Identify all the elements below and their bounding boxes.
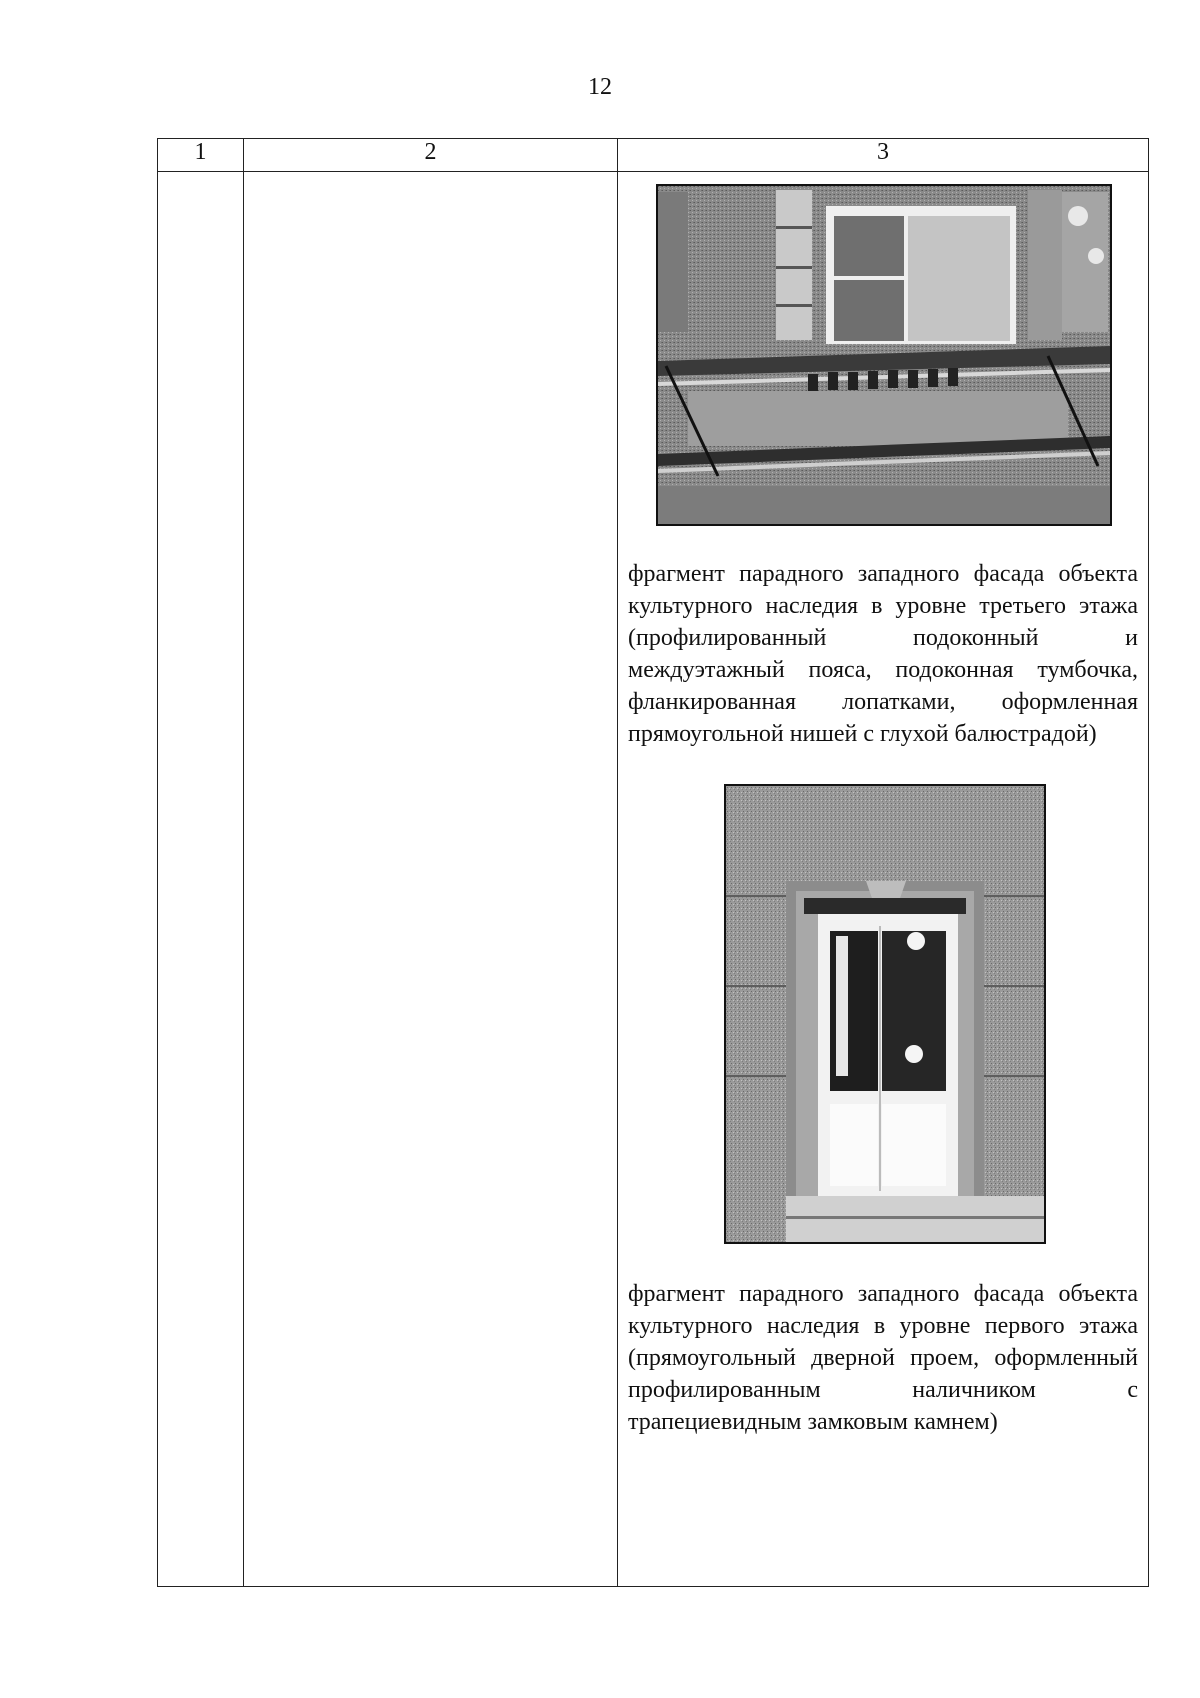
document-table (157, 138, 1149, 1587)
cell-col1 (158, 172, 244, 1587)
cell-col3 (618, 172, 1149, 1587)
header-cell-2: 2 (244, 139, 618, 172)
page-number: 12 (588, 74, 612, 100)
header-cell-1: 1 (158, 139, 244, 172)
photo-caption: фрагмент парадного западного фасада объекта культурного наследия в уровне третьего этажа (профилированный подоконный и междуэтажный пояса, подоконная тумбочка, фланкированная лопатками, оформленная прямоугольной нишей с глухой балюстрадой) (628, 561, 1138, 747)
photo-caption: фрагмент парадного западного фасада объекта культурного наследия в уровне первого этажа (прямоугольный дверной проем, оформленный профилированным наличником с трапециевидным замковым камнем) (628, 1281, 1138, 1435)
table-header-row (158, 139, 1149, 172)
facade-third-floor-photo (656, 184, 1112, 526)
table-row (158, 172, 1149, 1587)
header-cell-3: 3 (618, 139, 1149, 172)
cell-col2 (244, 172, 618, 1587)
facade-first-floor-door-photo (724, 784, 1046, 1244)
